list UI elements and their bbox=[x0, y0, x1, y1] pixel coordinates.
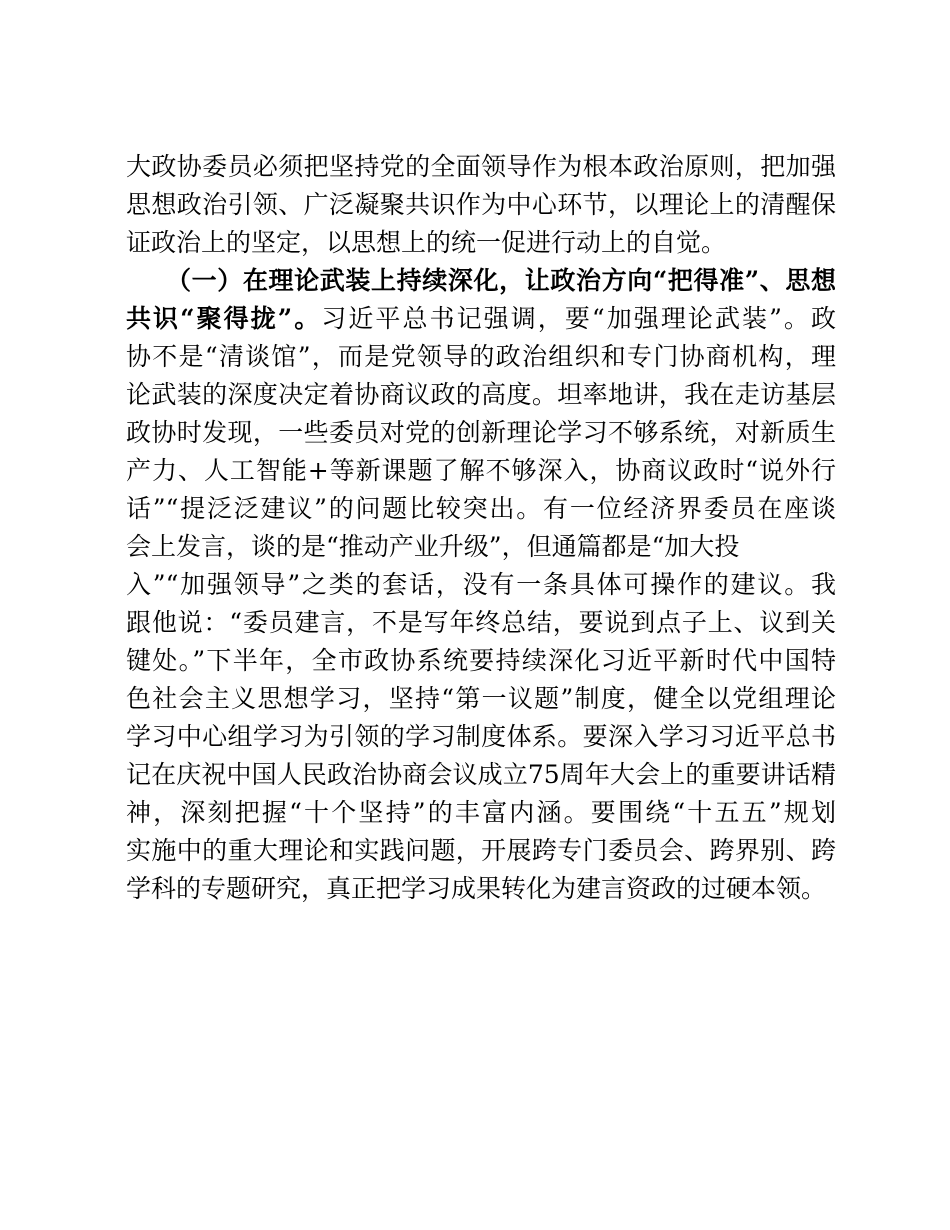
text-line: 学习中心组学习为引领的学习制度体系。要深入学习习近平总书 bbox=[126, 722, 836, 751]
text-line: 大政协委员必须把坚持党的全面领导作为根本政治原则，把加强 bbox=[126, 152, 836, 181]
text-line: 论武装的深度决定着协商议政的高度。坦率地讲，我在走访基层 bbox=[126, 380, 836, 409]
section-heading-line: （一）在理论武装上持续深化，让政治方向“把得准”、思想 bbox=[166, 266, 836, 295]
text-line: 神，深刻把握“十个坚持”的丰富内涵。要围绕“十五五”规划 bbox=[126, 798, 836, 827]
text-line: 键处。”下半年，全市政协系统要持续深化习近平新时代中国特 bbox=[126, 646, 836, 675]
text-line: 政协时发现，一些委员对党的创新理论学习不够系统，对新质生 bbox=[126, 418, 836, 447]
text-line: 证政治上的坚定，以思想上的统一促进行动上的自觉。 bbox=[126, 228, 727, 257]
text-line: 话”“提泛泛建议”的问题比较突出。有一位经济界委员在座谈 bbox=[126, 494, 836, 523]
text-line: 跟他说：“委员建言，不是写年终总结，要说到点子上、议到关 bbox=[126, 608, 836, 637]
text-segment: 习近平总书记强调，要“加强理论武装”。政 bbox=[321, 304, 836, 333]
section-heading-tail: 共识“聚得拢”。 bbox=[126, 304, 322, 333]
text-line: 会上发言，谈的是“推动产业升级”，但通篇都是“加大投 bbox=[126, 532, 740, 561]
text-line: 入”“加强领导”之类的套话，没有一条具体可操作的建议。我 bbox=[126, 570, 836, 599]
text-line: 产力、人工智能+等新课题了解不够深入，协商议政时“说外行 bbox=[126, 456, 836, 485]
text-line: 实施中的重大理论和实践问题，开展跨专门委员会、跨界别、跨 bbox=[126, 836, 836, 865]
text-line: 记在庆祝中国人民政治协商会议成立75周年大会上的重要讲话精 bbox=[126, 760, 836, 789]
text-line: 思想政治引领、广泛凝聚共识作为中心环节，以理论上的清醒保 bbox=[126, 190, 836, 219]
text-line-mixed bbox=[126, 300, 836, 338]
body-text bbox=[126, 148, 836, 908]
text-line: 色社会主义思想学习，坚持“第一议题”制度，健全以党组理论 bbox=[126, 684, 836, 713]
text-line: 学科的专题研究，真正把学习成果转化为建言资政的过硬本领。 bbox=[126, 874, 827, 903]
text-line: 协不是“清谈馆”，而是党领导的政治组织和专门协商机构，理 bbox=[126, 342, 836, 371]
